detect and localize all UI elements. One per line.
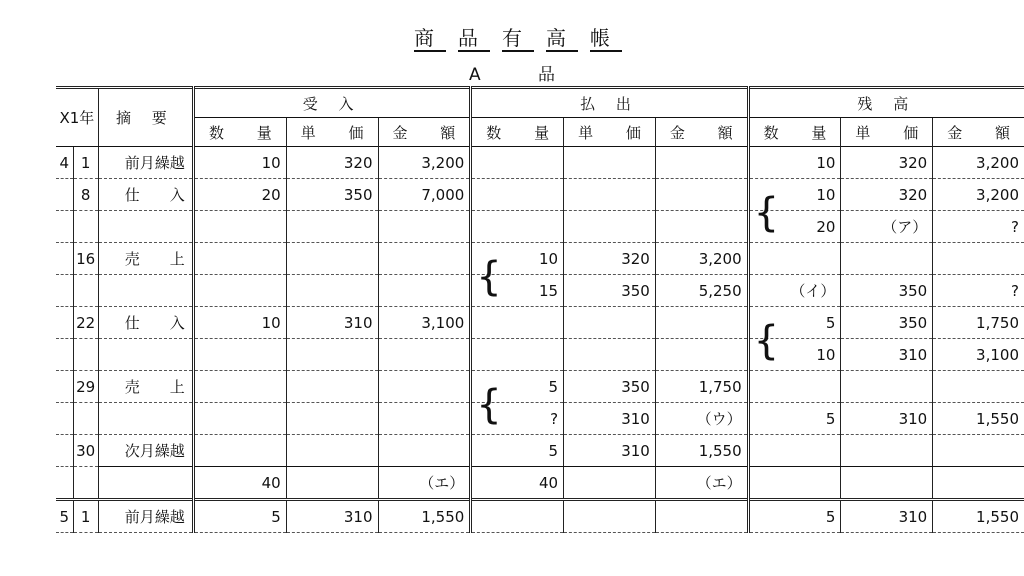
issue-amount-cell: 5,250 [655, 275, 748, 307]
issue-price-cell [564, 179, 656, 211]
table-row [56, 147, 1024, 179]
balance-qty-cell [748, 371, 841, 403]
balance-amount-cell: 1,750 [933, 307, 1024, 339]
description-cell: 仕 入 [98, 307, 193, 339]
summary-header: 摘 要 [98, 88, 193, 147]
month-cell [56, 179, 73, 211]
receipt-qty-cell [193, 435, 286, 467]
issue-qty-cell [471, 500, 564, 533]
day-cell: 30 [73, 435, 98, 467]
receipt-qty-cell: 10 [193, 147, 286, 179]
month-cell [56, 211, 73, 243]
issue-price-cell [564, 500, 656, 533]
receipt-price-cell [286, 211, 378, 243]
table-row [56, 179, 1024, 211]
issue-qty-cell: 10 { [471, 243, 564, 275]
balance-qty-cell: 10 [748, 339, 841, 371]
month-cell [56, 371, 73, 403]
issue-amount-cell [655, 339, 748, 371]
receipt-amount-cell [378, 435, 471, 467]
brace-icon: { [753, 318, 780, 364]
description-cell: 売 上 [98, 243, 193, 275]
issue-price-cell [564, 467, 656, 500]
receipt-price-cell [286, 467, 378, 500]
description-cell [98, 275, 193, 307]
balance-price-cell: 310 [841, 500, 933, 533]
receipt-qty-cell [193, 211, 286, 243]
ledger-title [0, 22, 1024, 51]
balance-qty-cell: 10 { [748, 179, 841, 211]
day-cell: 29 [73, 371, 98, 403]
receipts-amount-header: 金 額 [378, 118, 471, 147]
balance-amount-cell: ? [933, 211, 1024, 243]
issues-amount-header: 金 額 [655, 118, 748, 147]
day-cell [73, 211, 98, 243]
month-cell [56, 339, 73, 371]
issue-qty-cell: 5 { [471, 371, 564, 403]
receipt-amount-cell: （エ） [378, 467, 471, 500]
title-char: 有 [502, 26, 534, 50]
issue-qty-cell [471, 179, 564, 211]
balance-qty-cell: 5 { [748, 307, 841, 339]
receipt-amount-cell [378, 243, 471, 275]
day-cell: 16 [73, 243, 98, 275]
receipt-qty-cell: 10 [193, 307, 286, 339]
table-row [56, 467, 1024, 500]
balance-amount-cell: 3,200 [933, 147, 1024, 179]
title-char: 品 [458, 26, 490, 50]
issue-amount-cell [655, 147, 748, 179]
description-cell: 前月繰越 [98, 500, 193, 533]
day-cell: 22 [73, 307, 98, 339]
balance-amount-cell [933, 243, 1024, 275]
balance-qty-cell: （イ） [748, 275, 841, 307]
receipt-amount-cell [378, 275, 471, 307]
balance-qty-cell [748, 435, 841, 467]
month-cell: 5 [56, 500, 73, 533]
table-row [56, 275, 1024, 307]
receipt-price-cell [286, 275, 378, 307]
issue-qty-cell [471, 339, 564, 371]
receipt-amount-cell [378, 339, 471, 371]
balance-price-cell: 310 [841, 339, 933, 371]
table-row [56, 307, 1024, 339]
balance-price-cell [841, 243, 933, 275]
balance-amount-cell: 3,100 [933, 339, 1024, 371]
balance-price-header: 単 価 [841, 118, 933, 147]
issue-amount-cell: （ウ） [655, 403, 748, 435]
day-cell [73, 403, 98, 435]
issue-amount-cell [655, 500, 748, 533]
title-char: 商 [414, 26, 446, 50]
issue-price-cell: 320 [564, 243, 656, 275]
description-cell [98, 211, 193, 243]
issue-qty-cell: 15 [471, 275, 564, 307]
issue-qty-cell [471, 211, 564, 243]
description-cell [98, 339, 193, 371]
receipt-qty-cell: 20 [193, 179, 286, 211]
year-header: X1年 [56, 88, 98, 147]
issue-qty-cell [471, 307, 564, 339]
receipt-price-cell [286, 371, 378, 403]
item-name: A 品 [468, 65, 582, 85]
issue-amount-cell [655, 211, 748, 243]
balance-price-cell: 310 [841, 403, 933, 435]
issue-price-cell: 310 [564, 403, 656, 435]
issue-price-cell [564, 307, 656, 339]
balance-qty-cell: 10 [748, 147, 841, 179]
receipt-qty-cell [193, 403, 286, 435]
table-row [56, 371, 1024, 403]
balance-qty-cell: 5 [748, 500, 841, 533]
receipt-price-cell: 310 [286, 307, 378, 339]
issue-qty-cell: 40 [471, 467, 564, 500]
issue-amount-cell [655, 307, 748, 339]
balance-qty-cell: 20 [748, 211, 841, 243]
table-row [56, 403, 1024, 435]
issues-header: 払 出 [471, 88, 748, 118]
issues-price-header: 単 価 [564, 118, 656, 147]
table-row [56, 500, 1024, 533]
receipt-amount-cell: 1,550 [378, 500, 471, 533]
issue-amount-cell: 1,750 [655, 371, 748, 403]
receipt-price-cell [286, 403, 378, 435]
month-cell [56, 275, 73, 307]
table-row [56, 339, 1024, 371]
day-cell: 8 [73, 179, 98, 211]
receipt-price-cell [286, 243, 378, 275]
issue-amount-cell: 3,200 [655, 243, 748, 275]
issue-qty-cell [471, 147, 564, 179]
balance-price-cell: （ア） [841, 211, 933, 243]
balance-amount-cell: 1,550 [933, 500, 1024, 533]
inventory-ledger-table [56, 86, 1024, 533]
receipt-price-cell [286, 339, 378, 371]
issue-amount-cell [655, 179, 748, 211]
issue-price-cell: 350 [564, 371, 656, 403]
receipt-price-cell [286, 435, 378, 467]
day-cell: 1 [73, 500, 98, 533]
table-row [56, 243, 1024, 275]
receipt-amount-cell: 7,000 [378, 179, 471, 211]
receipts-price-header: 単 価 [286, 118, 378, 147]
receipts-qty-header: 数 量 [193, 118, 286, 147]
balance-qty-cell [748, 467, 841, 500]
month-cell: 4 [56, 147, 73, 179]
description-cell [98, 467, 193, 500]
balance-amount-cell [933, 371, 1024, 403]
balance-amount-cell: ? [933, 275, 1024, 307]
day-cell: 1 [73, 147, 98, 179]
day-cell [73, 467, 98, 500]
receipt-amount-cell [378, 403, 471, 435]
receipt-qty-cell [193, 243, 286, 275]
description-cell [98, 403, 193, 435]
balance-qty-cell: 5 [748, 403, 841, 435]
issue-price-cell [564, 147, 656, 179]
month-cell [56, 467, 73, 500]
brace-icon: { [476, 382, 502, 428]
receipt-amount-cell: 3,200 [378, 147, 471, 179]
ledger-body [56, 147, 1024, 533]
day-cell [73, 275, 98, 307]
month-cell [56, 403, 73, 435]
receipt-price-cell: 310 [286, 500, 378, 533]
balance-price-cell: 320 [841, 179, 933, 211]
issue-amount-cell: （エ） [655, 467, 748, 500]
receipts-header: 受 入 [193, 88, 470, 118]
receipt-qty-cell [193, 275, 286, 307]
receipt-price-cell: 320 [286, 147, 378, 179]
issue-amount-cell: 1,550 [655, 435, 748, 467]
receipt-amount-cell [378, 211, 471, 243]
title-char: 帳 [590, 26, 622, 50]
issue-price-cell: 350 [564, 275, 656, 307]
issue-qty-cell: 5 [471, 435, 564, 467]
day-cell [73, 339, 98, 371]
receipt-qty-cell [193, 339, 286, 371]
balance-amount-cell [933, 467, 1024, 500]
month-cell [56, 435, 73, 467]
balance-amount-cell [933, 435, 1024, 467]
description-cell: 売 上 [98, 371, 193, 403]
balance-amount-cell: 3,200 [933, 179, 1024, 211]
balance-amount-cell: 1,550 [933, 403, 1024, 435]
issue-qty-cell: ? [471, 403, 564, 435]
balance-price-cell [841, 467, 933, 500]
receipt-qty-cell: 5 [193, 500, 286, 533]
issue-price-cell [564, 339, 656, 371]
receipt-qty-cell [193, 371, 286, 403]
month-cell [56, 307, 73, 339]
receipt-amount-cell [378, 371, 471, 403]
brace-icon: { [476, 254, 502, 300]
balance-price-cell [841, 435, 933, 467]
balance-price-cell [841, 371, 933, 403]
balance-qty-cell [748, 243, 841, 275]
balance-price-cell: 320 [841, 147, 933, 179]
title-char: 高 [546, 26, 578, 50]
issue-price-cell [564, 211, 656, 243]
description-cell: 前月繰越 [98, 147, 193, 179]
receipt-amount-cell: 3,100 [378, 307, 471, 339]
table-row [56, 211, 1024, 243]
balance-price-cell: 350 [841, 307, 933, 339]
balance-qty-header: 数 量 [748, 118, 841, 147]
description-cell: 次月繰越 [98, 435, 193, 467]
receipt-price-cell: 350 [286, 179, 378, 211]
brace-icon: { [753, 190, 780, 236]
table-row [56, 435, 1024, 467]
balance-price-cell: 350 [841, 275, 933, 307]
month-cell [56, 243, 73, 275]
receipt-qty-cell: 40 [193, 467, 286, 500]
issues-qty-header: 数 量 [471, 118, 564, 147]
balance-header: 残 高 [748, 88, 1024, 118]
balance-amount-header: 金 額 [933, 118, 1024, 147]
issue-price-cell: 310 [564, 435, 656, 467]
description-cell: 仕 入 [98, 179, 193, 211]
